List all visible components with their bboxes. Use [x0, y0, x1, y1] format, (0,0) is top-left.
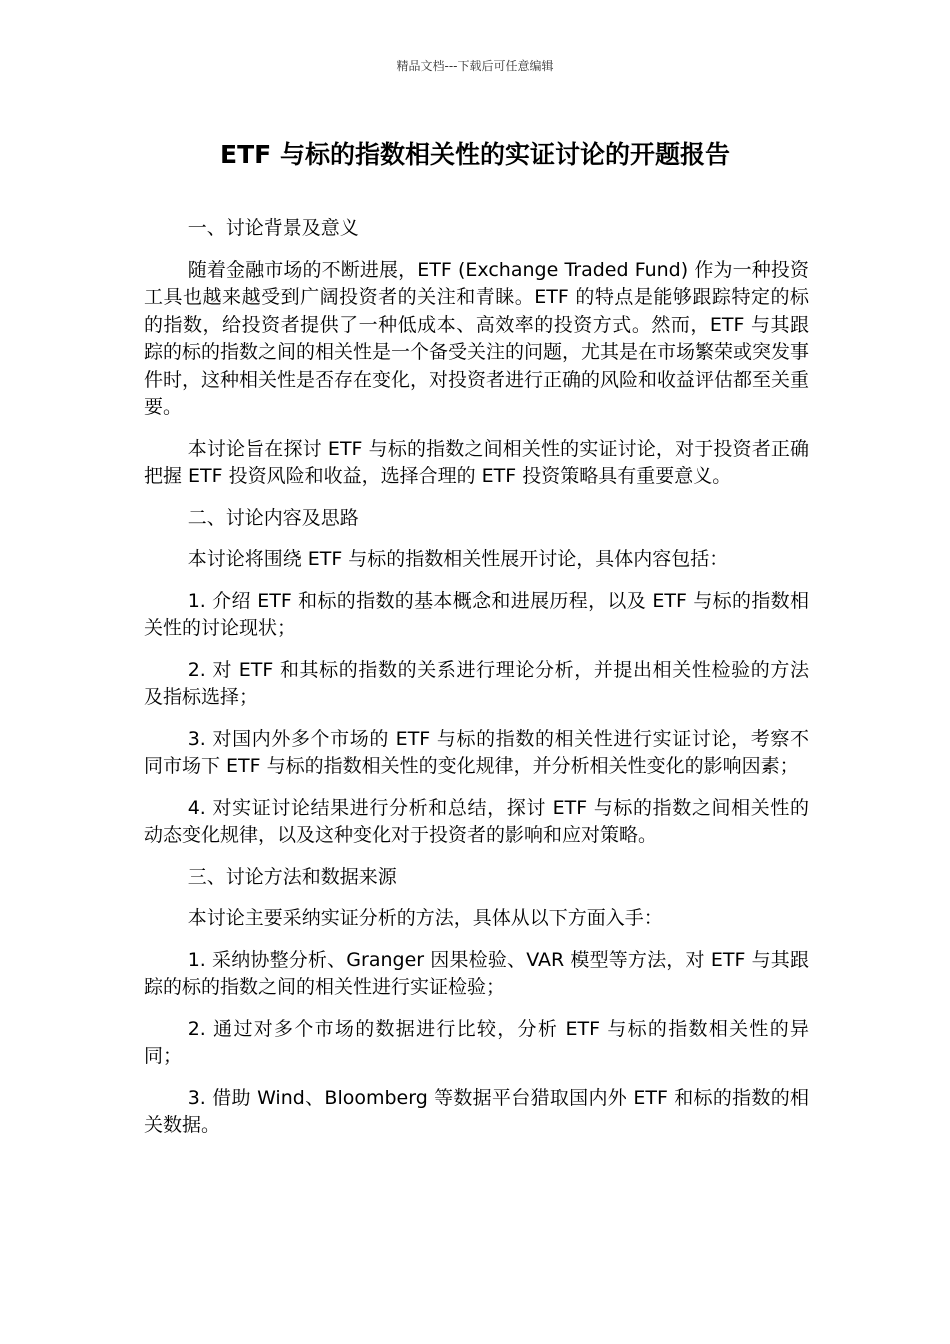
page-header-note: 精品文档---下载后可任意编辑 — [396, 59, 554, 73]
body-paragraph: 本讨论主要采纳实证分析的方法，具体从以下方面入手： — [187, 907, 663, 929]
list-item: 1. 介绍 ETF 和标的指数的基本概念和进展历程，以及 ETF 与标的指数相关性的讨论现状； — [144, 589, 809, 639]
list-item: 2. 通过对多个市场的数据进行比较，分析 ETF 与标的指数相关性的异同； — [144, 1017, 809, 1067]
section-heading-1: 一、讨论背景及意义 — [187, 217, 359, 239]
document-body — [144, 215, 809, 1154]
list-item: 3. 对国内外多个市场的 ETF 与标的指数的相关性进行实证讨论，考察不同市场下 ETF 与标的指数相关性的变化规律，并分析相关性变化的影响因素； — [144, 727, 809, 777]
list-item: 2. 对 ETF 和其标的指数的关系进行理论分析，并提出相关性检验的方法及指标选择； — [144, 658, 809, 708]
body-paragraph: 本讨论将围绕 ETF 与标的指数相关性展开讨论，具体内容包括： — [187, 548, 729, 570]
list-item: 3. 借助 Wind、Bloomberg 等数据平台猎取国内外 ETF 和标的指数的相关数据。 — [144, 1086, 809, 1136]
body-paragraph: 随着金融市场的不断进展，ETF (Exchange Traded Fund) 作为一种投资工具也越来越受到广阔投资者的关注和青睐。ETF 的特点是能够跟踪特定的标的指数，给投资者提供了一种低成本、高效率的投资方式。然而，ETF 与其跟踪的标的指数之间的相关性是一个备受关注的问题，尤其是在市场繁荣或突发事件时，这种相关性是否存在变化，对投资者进行正确的风险和收益评估都至关重要。 — [144, 258, 810, 418]
list-item: 1. 采纳协整分析、Granger 因果检验、VAR 模型等方法，对 ETF 与其跟踪的标的指数之间的相关性进行实证检验； — [144, 948, 809, 998]
list-item: 4. 对实证讨论结果进行分析和总结，探讨 ETF 与标的指数之间相关性的动态变化规律，以及这种变化对于投资者的影响和应对策略。 — [144, 796, 809, 846]
section-heading-2: 二、讨论内容及思路 — [187, 506, 359, 529]
document-title: ETF 与标的指数相关性的实证讨论的开题报告 — [220, 140, 730, 169]
body-paragraph: 本讨论旨在探讨 ETF 与标的指数之间相关性的实证讨论，对于投资者正确把握 ETF 投资风险和收益，选择合理的 ETF 投资策略具有重要意义。 — [144, 437, 809, 487]
section-heading-3: 三、讨论方法和数据来源 — [187, 865, 397, 888]
